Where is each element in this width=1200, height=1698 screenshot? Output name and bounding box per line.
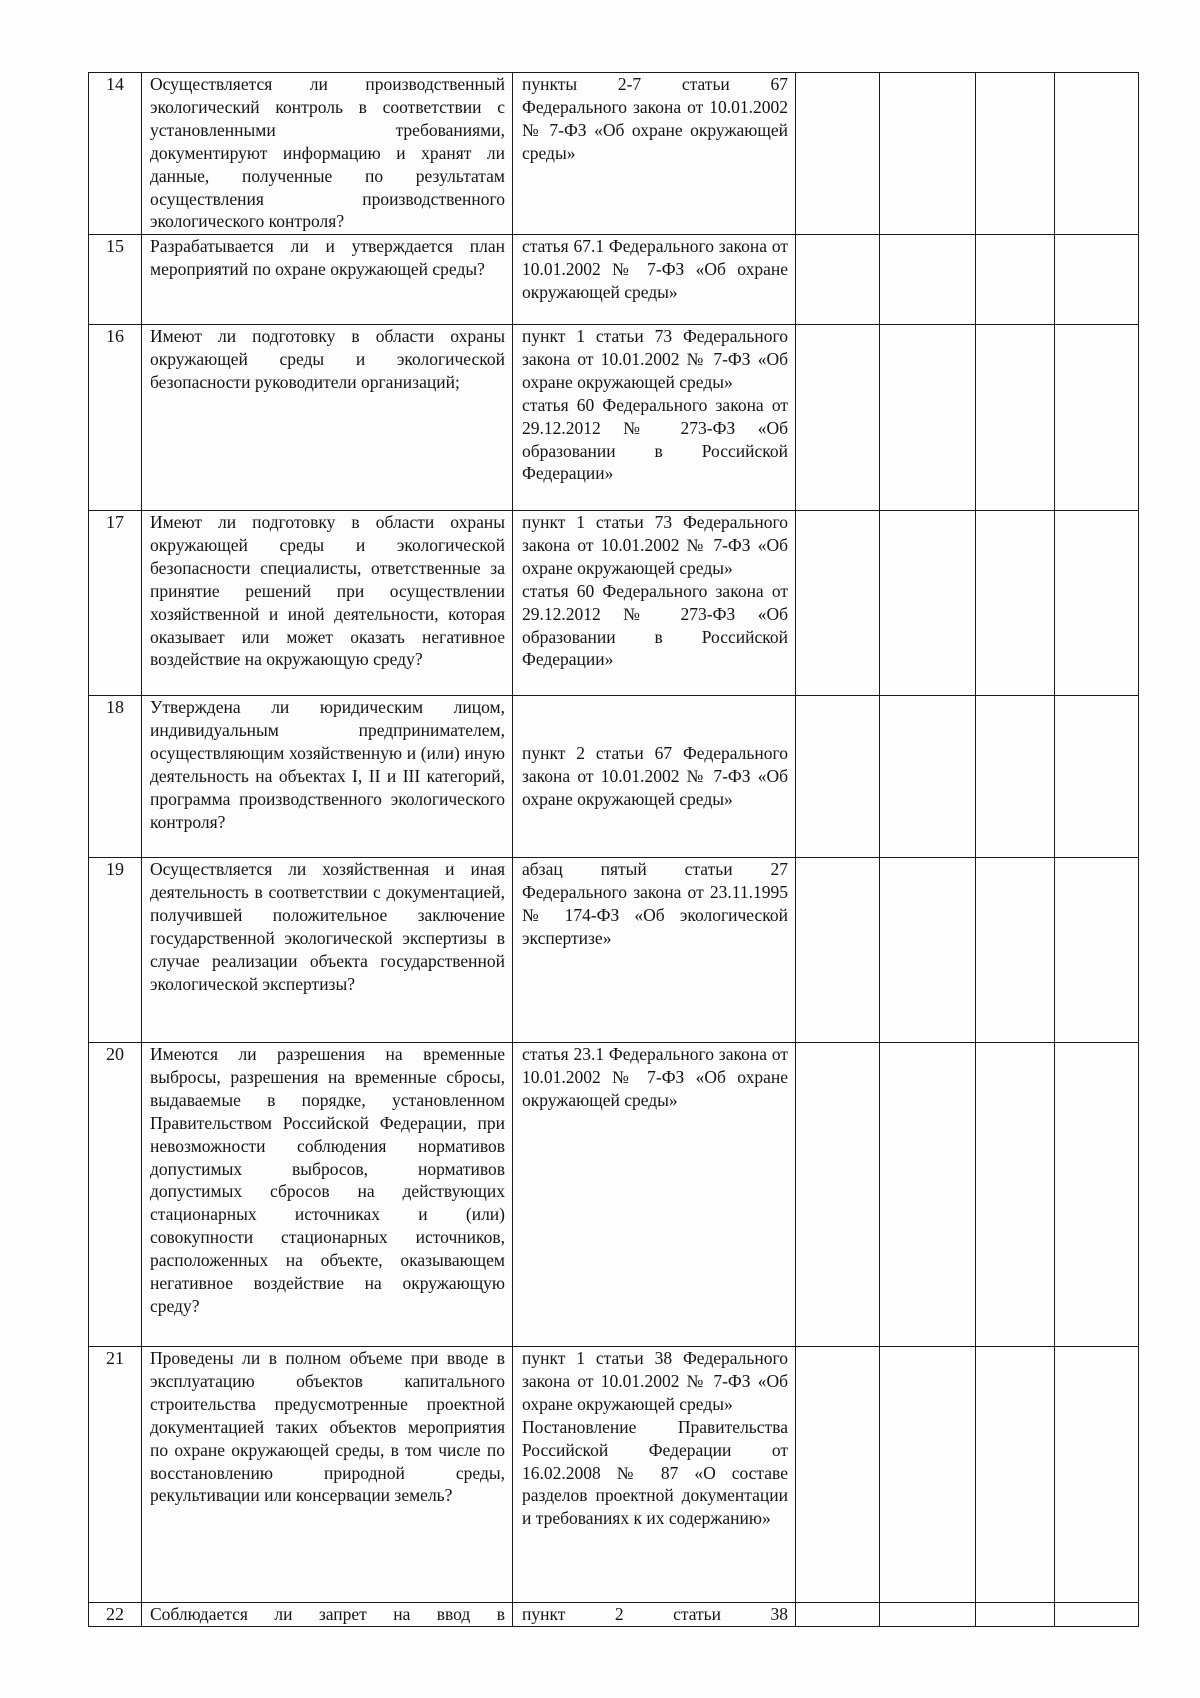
legal-reference	[513, 1043, 796, 1347]
legal-reference-line: пункт 2 статьи 38	[522, 1604, 788, 1624]
answer-cell[interactable]	[796, 1043, 880, 1347]
table-row	[89, 1043, 1139, 1347]
answer-cell[interactable]	[1055, 235, 1139, 325]
answer-cell[interactable]	[796, 325, 880, 511]
legal-reference	[513, 511, 796, 696]
legal-reference-line: пункт 1 статьи 73 Федерального закона от 10.01.2002 № 7-ФЗ «Об охране окружающей среды»	[522, 512, 788, 578]
answer-cell[interactable]	[976, 1043, 1055, 1347]
legal-reference-line: статья 23.1 Федерального закона от 10.01.2002 № 7-ФЗ «Об охране окружающей среды»	[522, 1044, 788, 1110]
row-number: 18	[89, 696, 142, 858]
legal-reference-line: пункт 1 статьи 38 Федерального закона от 10.01.2002 № 7-ФЗ «Об охране окружающей среды»	[522, 1348, 788, 1414]
answer-cell[interactable]	[1055, 73, 1139, 235]
answer-cell[interactable]	[880, 235, 976, 325]
answer-cell[interactable]	[976, 511, 1055, 696]
answer-cell[interactable]	[976, 235, 1055, 325]
legal-reference	[513, 696, 796, 858]
table-row	[89, 511, 1139, 696]
answer-cell[interactable]	[880, 325, 976, 511]
answer-cell[interactable]	[880, 73, 976, 235]
row-number: 14	[89, 73, 142, 235]
table-row	[89, 325, 1139, 511]
answer-cell[interactable]	[976, 696, 1055, 858]
answer-cell[interactable]	[796, 73, 880, 235]
row-number: 21	[89, 1347, 142, 1603]
answer-cell[interactable]	[796, 1347, 880, 1603]
answer-cell[interactable]	[1055, 1043, 1139, 1347]
table-row	[89, 73, 1139, 235]
answer-cell[interactable]	[880, 1043, 976, 1347]
row-number: 22	[89, 1603, 142, 1627]
requirement-question: Имеются ли разрешения на временные выбросы, разрешения на временные сбросы, выдаваемые в порядке, установленном Правительством Российской Федерации, при невозможности соблюдения нормативов допустимых выбросов, нормативов допустимых сбросов на действующих стационарных источниках и (или) совокупности стационарных источников, расположенных на объекте, оказывающем негативное воздействие на окружающую среду?	[142, 1043, 513, 1347]
answer-cell[interactable]	[1055, 696, 1139, 858]
legal-reference	[513, 325, 796, 511]
legal-reference-line: статья 60 Федерального закона от 29.12.2012 № 273-ФЗ «Об образовании в Российской Федерации»	[522, 394, 788, 484]
legal-reference	[513, 73, 796, 235]
requirement-question: Соблюдается ли запрет на ввод в	[142, 1603, 513, 1627]
legal-reference	[513, 235, 796, 325]
requirement-question: Разрабатывается ли и утверждается план мероприятий по охране окружающей среды?	[142, 235, 513, 325]
answer-cell[interactable]	[1055, 1347, 1139, 1603]
legal-reference	[513, 1347, 796, 1603]
answer-cell[interactable]	[1055, 325, 1139, 511]
answer-cell[interactable]	[976, 73, 1055, 235]
row-number: 16	[89, 325, 142, 511]
checklist-table	[88, 72, 1139, 1627]
table-row	[89, 1603, 1139, 1627]
answer-cell[interactable]	[880, 858, 976, 1043]
requirement-question: Осуществляется ли производственный экологический контроль в соответствии с установленными требованиями, документируют информацию и хранят ли данные, полученные по результатам осуществления производственного экологического контроля?	[142, 73, 513, 235]
requirement-question: Имеют ли подготовку в области охраны окружающей среды и экологической безопасности руководители организаций;	[142, 325, 513, 511]
answer-cell[interactable]	[796, 696, 880, 858]
answer-cell[interactable]	[976, 858, 1055, 1043]
legal-reference-line: пункты 2-7 статьи 67 Федерального закона от 10.01.2002 № 7-ФЗ «Об охране окружающей среды»	[522, 74, 788, 163]
legal-reference-line: пункт 1 статьи 73 Федерального закона от 10.01.2002 № 7-ФЗ «Об охране окружающей среды»	[522, 326, 788, 392]
table-row	[89, 1347, 1139, 1603]
legal-reference-line: абзац пятый статьи 27 Федерального закона от 23.11.1995 № 174-ФЗ «Об экологической экспертизе»	[522, 859, 788, 948]
answer-cell[interactable]	[1055, 1603, 1139, 1627]
legal-reference-line: пункт 2 статьи 67 Федерального закона от 10.01.2002 № 7-ФЗ «Об охране окружающей среды»	[522, 743, 788, 809]
legal-reference-line: статья 67.1 Федерального закона от 10.01.2002 № 7-ФЗ «Об охране окружающей среды»	[522, 236, 788, 302]
row-number: 20	[89, 1043, 142, 1347]
legal-reference	[513, 1603, 796, 1627]
legal-reference-line: статья 60 Федерального закона от 29.12.2012 № 273-ФЗ «Об образовании в Российской Федерации»	[522, 580, 788, 670]
legal-reference	[513, 858, 796, 1043]
requirement-question: Осуществляется ли хозяйственная и иная деятельность в соответствии с документацией, получившей положительное заключение государственной экологической экспертизы в случае реализации объекта государственной экологической экспертизы?	[142, 858, 513, 1043]
table-row	[89, 696, 1139, 858]
answer-cell[interactable]	[796, 511, 880, 696]
requirement-question: Утверждена ли юридическим лицом, индивидуальным предпринимателем, осуществляющим хозяйственную и (или) иную деятельность на объектах I, II и III категорий, программа производственного экологического контроля?	[142, 696, 513, 858]
requirement-question: Проведены ли в полном объеме при вводе в эксплуатацию объектов капитального строительства предусмотренные проектной документацией таких объектов мероприятия по охране окружающей среды, в том числе по восстановлению природной среды, рекультивации или консервации земель?	[142, 1347, 513, 1603]
answer-cell[interactable]	[976, 325, 1055, 511]
answer-cell[interactable]	[880, 1347, 976, 1603]
answer-cell[interactable]	[880, 1603, 976, 1627]
row-number: 15	[89, 235, 142, 325]
answer-cell[interactable]	[880, 511, 976, 696]
answer-cell[interactable]	[976, 1603, 1055, 1627]
table-row	[89, 235, 1139, 325]
row-number: 17	[89, 511, 142, 696]
answer-cell[interactable]	[1055, 858, 1139, 1043]
table-row	[89, 858, 1139, 1043]
answer-cell[interactable]	[976, 1347, 1055, 1603]
row-number: 19	[89, 858, 142, 1043]
answer-cell[interactable]	[1055, 511, 1139, 696]
legal-reference-line: Постановление Правительства Российской Федерации от 16.02.2008 № 87 «О составе разделов проектной документации и требованиях к их содержанию»	[522, 1416, 788, 1529]
answer-cell[interactable]	[796, 235, 880, 325]
answer-cell[interactable]	[796, 1603, 880, 1627]
requirement-question: Имеют ли подготовку в области охраны окружающей среды и экологической безопасности специалисты, ответственные за принятие решений при осуществлении хозяйственной и иной деятельности, которая оказывает или может оказать негативное воздействие на окружающую среду?	[142, 511, 513, 696]
answer-cell[interactable]	[796, 858, 880, 1043]
answer-cell[interactable]	[880, 696, 976, 858]
